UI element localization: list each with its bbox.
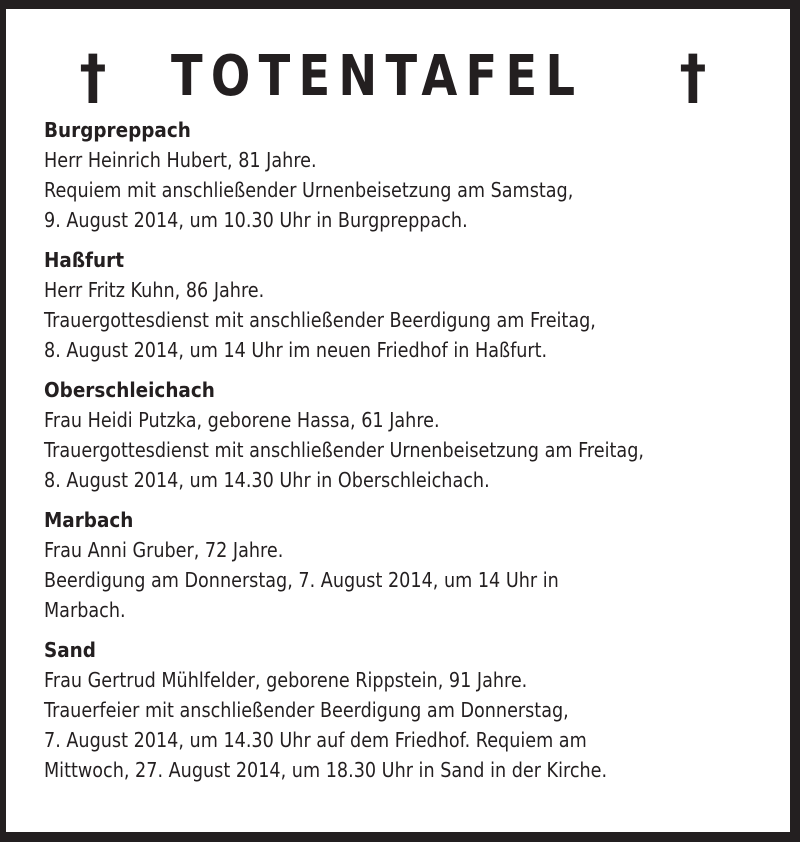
entry-marbach xyxy=(44,505,784,625)
entry-person: Herr Fritz Kuhn, 86 Jahre. xyxy=(44,278,265,302)
entry-place: Sand xyxy=(44,638,96,662)
entry-detail: Trauerfeier mit anschließender Beerdigung am Donnerstag, xyxy=(44,698,569,722)
cross-icon: † xyxy=(79,42,107,112)
cross-icon: † xyxy=(679,42,707,112)
entry-detail: 8. August 2014, um 14 Uhr im neuen Friedhof in Haßfurt. xyxy=(44,338,548,362)
entry-person: Herr Heinrich Hubert, 81 Jahre. xyxy=(44,148,317,172)
entry-oberschleichach xyxy=(44,375,784,495)
entry-detail: Requiem mit anschließender Urnenbeisetzung am Samstag, xyxy=(44,178,574,202)
entry-place: Oberschleichach xyxy=(44,378,215,402)
entries-list xyxy=(44,115,784,795)
entry-detail: Trauergottesdienst mit anschließender Urnenbeisetzung am Freitag, xyxy=(44,438,644,462)
entry-hassfurt xyxy=(44,245,784,365)
entry-burgpreppach xyxy=(44,115,784,235)
entry-person: Frau Gertrud Mühlfelder, geborene Rippstein, 91 Jahre. xyxy=(44,668,528,692)
entry-place: Haßfurt xyxy=(44,248,125,272)
entry-person: Frau Anni Gruber, 72 Jahre. xyxy=(44,538,284,562)
entry-detail: Beerdigung am Donnerstag, 7. August 2014, um 14 Uhr in xyxy=(44,568,559,592)
entry-detail: 7. August 2014, um 14.30 Uhr auf dem Friedhof. Requiem am xyxy=(44,728,587,752)
entry-person: Frau Heidi Putzka, geborene Hassa, 61 Jahre. xyxy=(44,408,440,432)
page-title: TOTENTAFEL xyxy=(171,44,584,109)
entry-place: Burgpreppach xyxy=(44,118,191,142)
entry-detail: 9. August 2014, um 10.30 Uhr in Burgpreppach. xyxy=(44,208,468,232)
entry-sand xyxy=(44,635,784,785)
entry-place: Marbach xyxy=(44,508,134,532)
entry-detail: 8. August 2014, um 14.30 Uhr in Oberschleichach. xyxy=(44,468,490,492)
entry-detail: Marbach. xyxy=(44,598,126,622)
obituary-notice xyxy=(6,9,790,832)
header xyxy=(6,42,790,112)
entry-detail: Trauergottesdienst mit anschließender Beerdigung am Freitag, xyxy=(44,308,596,332)
entry-detail: Mittwoch, 27. August 2014, um 18.30 Uhr in Sand in der Kirche. xyxy=(44,758,608,782)
